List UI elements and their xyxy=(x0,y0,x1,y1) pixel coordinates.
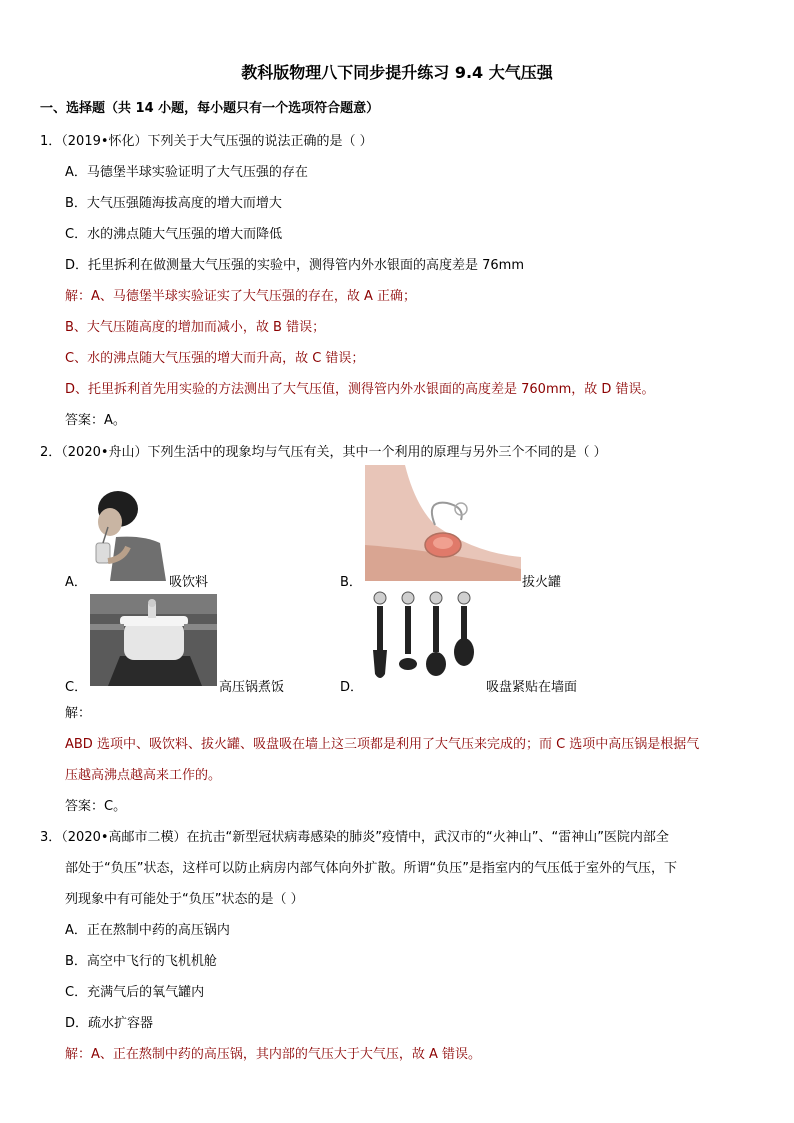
q2-option-a-letter: A． xyxy=(65,575,87,590)
q1-stem: 1．（2019•怀化）下列关于大气压强的说法正确的是（ ） xyxy=(40,134,373,149)
q1-solution-line: C、水的沸点随大气压强的增大而升高，故 C 错误； xyxy=(65,351,365,366)
suction-hooks-image xyxy=(365,590,480,686)
q3-option-d: D．疏水扩容器 xyxy=(65,1016,154,1031)
q3-stem-line: 3．（2020•高邮市二模）在抗击“新型冠状病毒感染的肺炎”疫情中，武汉市的“火神山”、“雷神山”医院内部全 xyxy=(40,830,669,845)
q3-option-c: C．充满气后的氧气罐内 xyxy=(65,985,205,1000)
q2-option-d-caption: 吸盘紧贴在墙面 xyxy=(486,680,578,695)
q2-solution-line: 压越高沸点越高来工作的。 xyxy=(65,768,222,783)
q1-solution-line: 解：A、马德堡半球实验证实了大气压强的存在，故 A 正确； xyxy=(65,289,417,304)
q1-answer: 答案：A。 xyxy=(65,413,126,428)
q3-option-b: B．高空中飞行的飞机机舱 xyxy=(65,954,217,969)
q2-solution-head: 解： xyxy=(65,706,92,721)
q1-solution-line: D、托里拆利首先用实验的方法测出了大气压值，测得管内外水银面的高度差是 760mm，故 D 错误。 xyxy=(65,382,655,397)
q2-option-c-letter: C． xyxy=(65,680,88,695)
q1-solution-line: B、大气压随高度的增加而减小，故 B 错误； xyxy=(65,320,326,335)
drinking-image xyxy=(88,487,168,581)
q1-option-c: C．水的沸点随大气压强的增大而降低 xyxy=(65,227,283,242)
q1-option-b: B．大气压强随海拔高度的增大而增大 xyxy=(65,196,282,211)
q2-solution-line: ABD 选项中、吸饮料、拔火罐、吸盘吸在墙上这三项都是利用了大气压来完成的；而 C 选项中高压锅是根据气 xyxy=(65,737,700,752)
q3-option-a: A．正在熬制中药的高压锅内 xyxy=(65,923,230,938)
q2-option-b-letter: B． xyxy=(340,575,362,590)
q1-option-d: D．托里拆利在做测量大气压强的实验中，测得管内外水银面的高度差是 76mm xyxy=(65,258,525,273)
page-title: 教科版物理八下同步提升练习 9.4 大气压强 xyxy=(241,63,553,82)
q3-solution-line: 解：A、正在熬制中药的高压锅，其内部的气压大于大气压，故 A 错误。 xyxy=(65,1047,482,1062)
q2-option-c-caption: 高压锅煮饭 xyxy=(219,680,285,695)
section-heading: 一、选择题（共 14 小题，每小题只有一个选项符合题意） xyxy=(40,101,380,116)
q2-option-b-caption: 拔火罐 xyxy=(522,575,562,590)
cupping-image xyxy=(365,465,521,581)
pressure-cooker-image xyxy=(90,594,217,686)
q2-stem: 2．（2020•舟山）下列生活中的现象均与气压有关，其中一个利用的原理与另外三个不同的是（ ） xyxy=(40,445,607,460)
q3-stem-line: 部处于“负压”状态，这样可以防止病房内部气体向外扩散。所谓“负压”是指室内的气压低于室外的气压，下 xyxy=(65,861,677,876)
q2-answer: 答案：C。 xyxy=(65,799,127,814)
q3-stem-line: 列现象中有可能处于“负压”状态的是（ ） xyxy=(65,892,304,907)
q1-option-a: A．马德堡半球实验证明了大气压强的存在 xyxy=(65,165,308,180)
q2-option-d-letter: D． xyxy=(340,680,364,695)
q2-option-a-caption: 吸饮料 xyxy=(169,575,209,590)
